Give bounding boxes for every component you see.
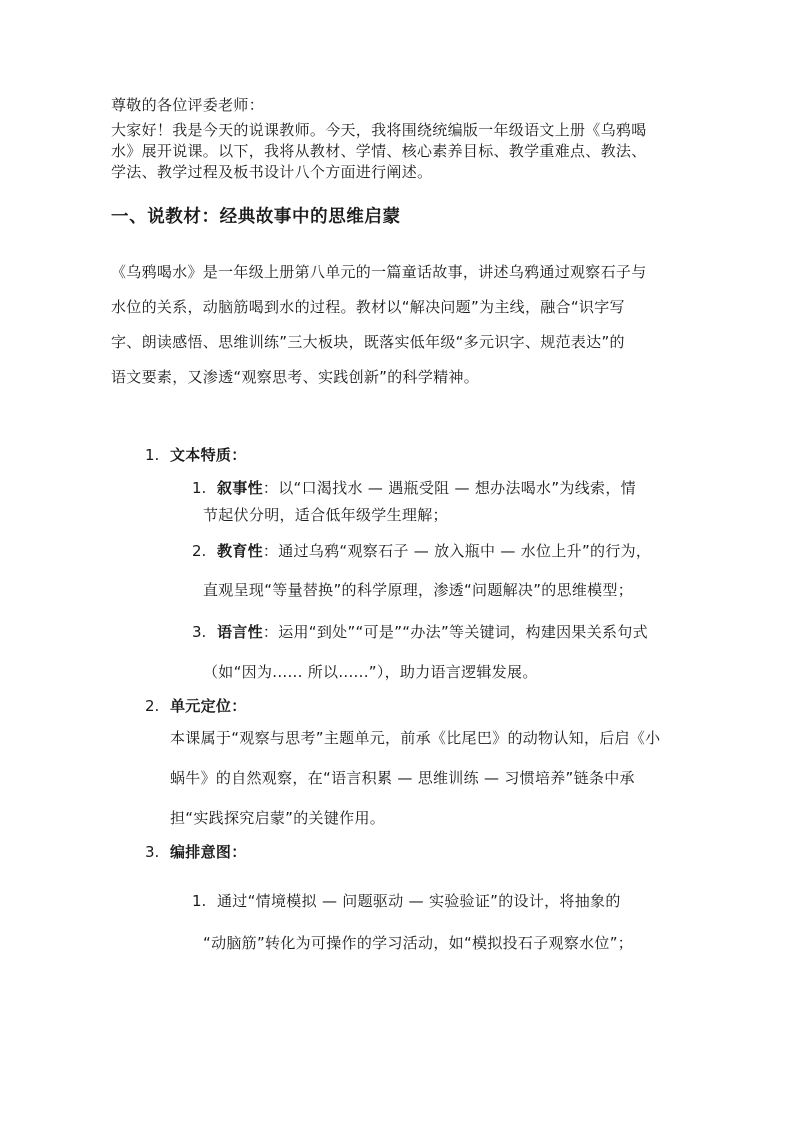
sublist-line <box>217 622 648 642</box>
sublist-line: 节起伏分明，适合低年级学生理解； <box>203 506 448 524</box>
list-item-line: 蜗牛》的自然观察，在“语言积累 — 思维训练 — 习惯培养”链条中承 <box>170 769 635 787</box>
sublist-number: 1. <box>192 479 207 497</box>
sublist-line <box>217 478 636 498</box>
list-item-title: 编排意图： <box>170 843 247 861</box>
list-number: 1. <box>145 446 160 464</box>
sublist-line <box>217 541 651 561</box>
intro-line: 学法、教学过程及板书设计八个方面进行阐述。 <box>111 163 433 181</box>
section-para-line: 《乌鸦喝水》是一年级上册第八单元的一篇童话故事，讲述乌鸦通过观察石子与 <box>111 263 647 281</box>
sublist-line: 通过“情境模拟 — 问题驱动 — 实验验证”的设计，将抽象的 <box>217 892 621 910</box>
section-para-line: 水位的关系，动脑筋喝到水的过程。教材以“解决问题”为主线，融合“识字写 <box>111 298 625 316</box>
sublist-text: ：运用“到处”“可是”“办法”等关键词，构建因果关系句式 <box>262 623 648 641</box>
list-number: 2. <box>145 697 160 715</box>
section-para-line: 字、朗读感悟、思维训练”三大板块，既落实低年级“多元识字、规范表达”的 <box>111 333 625 351</box>
intro-line: 大家好！我是今天的说课教师。今天，我将围绕统编版一年级语文上册《乌鸦喝 <box>111 121 647 139</box>
sublist-line: （如“因为...... 所以......”），助力语言逻辑发展。 <box>203 663 538 681</box>
list-item-title: 文本特质： <box>170 446 247 464</box>
sublist-number: 2. <box>192 542 207 560</box>
sublist-number: 1. <box>192 892 207 910</box>
sublist-line: 直观呈现“等量替换”的科学原理，渗透“问题解决”的思维模型； <box>203 581 634 599</box>
greeting-line: 尊敬的各位评委老师： <box>111 96 265 114</box>
sublist-text: ：通过乌鸦“观察石子 — 放入瓶中 — 水位上升”的行为， <box>262 542 652 560</box>
list-item-title: 单元定位： <box>170 697 247 715</box>
list-number: 3. <box>145 843 160 861</box>
sublist-label: 教育性 <box>217 542 263 560</box>
list-item-line: 担“实践探究启蒙”的关键作用。 <box>170 809 386 827</box>
section-para-line: 语文要素，又渗透“观察思考、实践创新”的科学精神。 <box>111 368 480 386</box>
sublist-label: 语言性 <box>217 623 263 641</box>
sublist-text: ：以“口渴找水 — 遇瓶受阻 — 想办法喝水”为线索，情 <box>262 479 636 497</box>
intro-line: 水》展开说课。以下，我将从教材、学情、核心素养目标、教学重难点、教法、 <box>111 142 647 160</box>
sublist-label: 叙事性 <box>217 479 263 497</box>
sublist-number: 3. <box>192 623 207 641</box>
sublist-line: “动脑筋”转化为可操作的学习活动，如“模拟投石子观察水位”； <box>203 934 634 952</box>
list-item-line: 本课属于“观察与思考”主题单元，前承《比尾巴》的动物认知，后启《小 <box>170 729 661 747</box>
section-heading: 一、说教材：经典故事中的思维启蒙 <box>111 207 401 227</box>
